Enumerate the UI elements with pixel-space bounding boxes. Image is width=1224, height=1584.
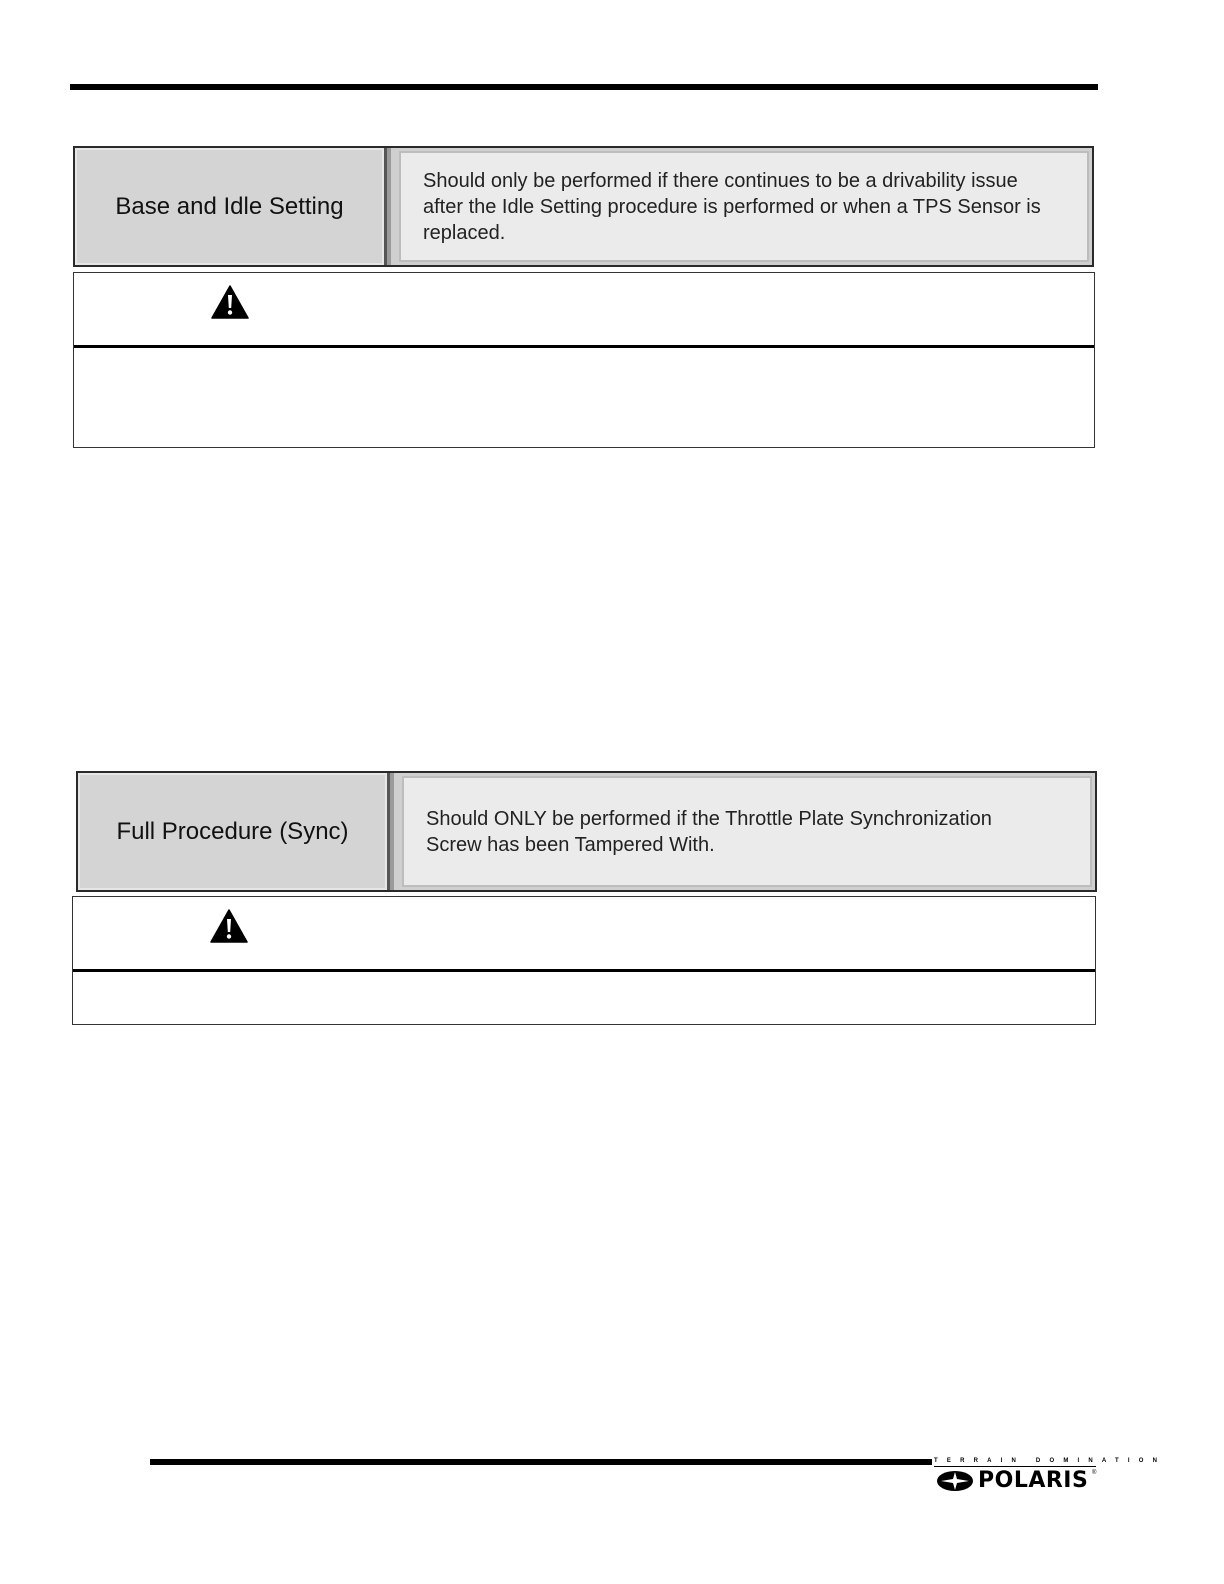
bottom-rule — [150, 1459, 932, 1465]
warning-triangle-icon — [211, 285, 249, 319]
procedure-description — [402, 776, 1092, 887]
warning-header — [74, 273, 1094, 348]
procedure-label — [78, 773, 390, 890]
logo-wordmark: POLARIS — [978, 1468, 1089, 1493]
registered-mark: ® — [1092, 1470, 1097, 1476]
warning-box-2 — [72, 896, 1096, 1025]
procedure-box-full-sync — [76, 771, 1097, 892]
warning-body — [73, 972, 1095, 1022]
polaris-logo — [934, 1457, 1167, 1497]
procedure-label — [75, 148, 387, 265]
procedure-box-base-idle — [73, 146, 1094, 267]
procedure-label-text: Base and Idle Setting — [115, 192, 344, 220]
procedure-label-text: Full Procedure (Sync) — [116, 817, 349, 845]
warning-box-1 — [73, 272, 1095, 448]
procedure-description-text: Should only be performed if there continues to be a drivability issue after the Idle Setting procedure is performed or when a TPS Sensor is replaced. — [423, 169, 1041, 244]
logo-tagline-rule — [934, 1466, 1096, 1467]
warning-body — [74, 348, 1094, 445]
procedure-description — [399, 151, 1089, 262]
logo-tagline: TERRAIN DOMINATION — [934, 1458, 1167, 1464]
top-rule — [70, 84, 1098, 90]
procedure-description-text: Should ONLY be performed if the Throttle Plate Synchronization Screw has been Tampered With. — [426, 807, 992, 856]
warning-triangle-icon — [210, 909, 248, 943]
polaris-star-icon — [936, 1470, 974, 1492]
warning-header — [73, 897, 1095, 972]
